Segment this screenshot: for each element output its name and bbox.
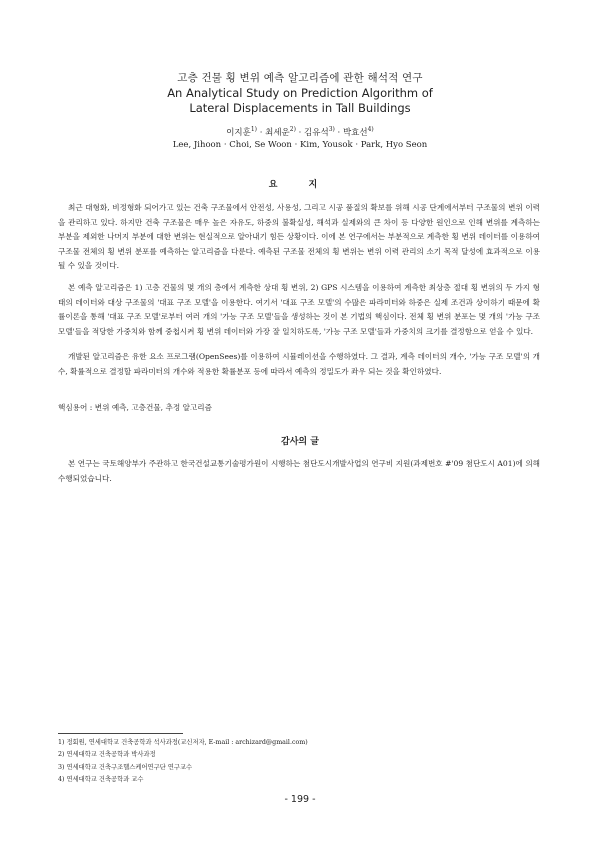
author-separator: ·	[295, 128, 305, 138]
footnote: 1) 정회원, 연세대학교 건축공학과 석사과정(교신저자, E-mail : archizard@gmail.com)	[58, 739, 308, 746]
footnote: 3) 연세대학교 건축구조헬스케어연구단 연구교수	[58, 763, 193, 771]
author-name: 최세운	[265, 128, 290, 138]
author-separator: ·	[257, 128, 266, 138]
author-separator: ·	[334, 128, 343, 138]
author-affiliation-mark: 1)	[250, 126, 258, 134]
acknowledgement-heading: 감사의 글	[281, 437, 319, 447]
author-affiliation-mark: 4)	[367, 126, 374, 134]
authors-korean	[0, 126, 600, 138]
title-korean: 고층 건물 횡 변위 예측 알고리즘에 관한 해석적 연구	[177, 72, 423, 84]
abstract-paragraph: 최근 대형화, 비정형화 되어가고 있는 건축 구조물에서 안전성, 사용성, 그리고 시공 품질의 확보를 위해 시공 단계에서부터 구조물의 변위 이력을 관리하고 있다. 하지만 건축 구조물은 매우 높은 자유도, 하중의 불확실성, 해석과 실제와의 큰 차이 등 다양한 원인으로 인해 변위를 계측하는 부분을 제외한 나머지 부분에 대한 변위는 현실적으로 알아내기 힘든 상황이다. 이에 본 연구에서는 부분적으로 계측한 횡 변위 데이터를 이용하여 구조물 전체의 횡 변위 분포를 예측하는 알고리즘을 다룬다. 예측된 구조물 전체의 횡 변위는 변위 이력 관리의 소기 목적 달성에 효과적으로 이용될 수 있을 것이다.	[58, 203, 540, 271]
author-name: 박효선	[342, 128, 368, 138]
author-name: 이지훈	[226, 128, 251, 138]
authors-english: Lee, Jihoon · Choi, Se Woon · Kim, Yousok · Park, Hyo Seon	[172, 140, 428, 150]
footnote: 2) 연세대학교 건축공학과 박사과정	[58, 751, 156, 759]
keywords-list: 변위 예측, 고층건물, 추정 알고리즘	[94, 403, 212, 412]
abstract-heading: 요 지	[268, 180, 332, 190]
author-affiliation-mark: 2)	[289, 126, 296, 134]
abstract-paragraph: 개발된 알고리즘은 유한 요소 프로그램(OpenSees)를 이용하여 시뮬레이션을 수행하였다. 그 결과, 계측 데이터의 개수, '가능 구조 모델'의 개수, 확률적으로 결정할 파라미터의 개수와 적용한 확률분포 등에 따라서 예측의 정밀도가 좌우 되는 것을 확인하였다.	[58, 352, 540, 376]
page-number: - 199 -	[284, 794, 316, 805]
abstract-paragraph: 본 예측 알고리즘은 1) 고층 건물의 몇 개의 층에서 계측한 상대 횡 변위, 2) GPS 시스템을 이용하여 계측한 최상층 절대 횡 변위의 두 가지 형태의 데이터와 대상 구조물의 '대표 구조 모델'을 이용한다. 여기서 '대표 구조 모델'의 수많은 파라미터와 하중은 실제 조건과 상이하기 때문에 확률이론을 통해 '대표 구조 모델'로부터 여러 개의 '가능 구조 모델'들을 생성하는 것이 본 기법의 핵심이다. 전체 횡 변위 분포는 몇 개의 '가능 구조 모델'들을 적당한 가중치와 함께 중첩시켜 횡 변위 데이터와 가장 잘 일치하도록, '가능 구조 모델'들과 가중치의 크기를 결정함으로 얻을 수 있다.	[58, 283, 540, 336]
title-english-line-1: An Analytical Study on Prediction Algorithm of	[167, 86, 433, 100]
acknowledgement-text: 본 연구는 국토해양부가 주관하고 한국건설교통기술평가원이 시행하는 첨단도시개발사업의 연구비 지원(과제번호 #'09 첨단도시 A01)에 의해 수행되었습니다.	[58, 459, 540, 483]
footnote: 4) 연세대학교 건축공학과 교수	[58, 775, 144, 783]
keywords-label: 핵심용어 :	[58, 403, 93, 412]
keywords-line	[58, 401, 540, 416]
footnotes	[58, 737, 540, 786]
footnote-divider	[58, 733, 183, 734]
title-english-line-2: Lateral Displacements in Tall Buildings	[189, 101, 411, 115]
author-affiliation-mark: 3)	[328, 126, 335, 134]
author-name: 김유석	[304, 128, 329, 138]
